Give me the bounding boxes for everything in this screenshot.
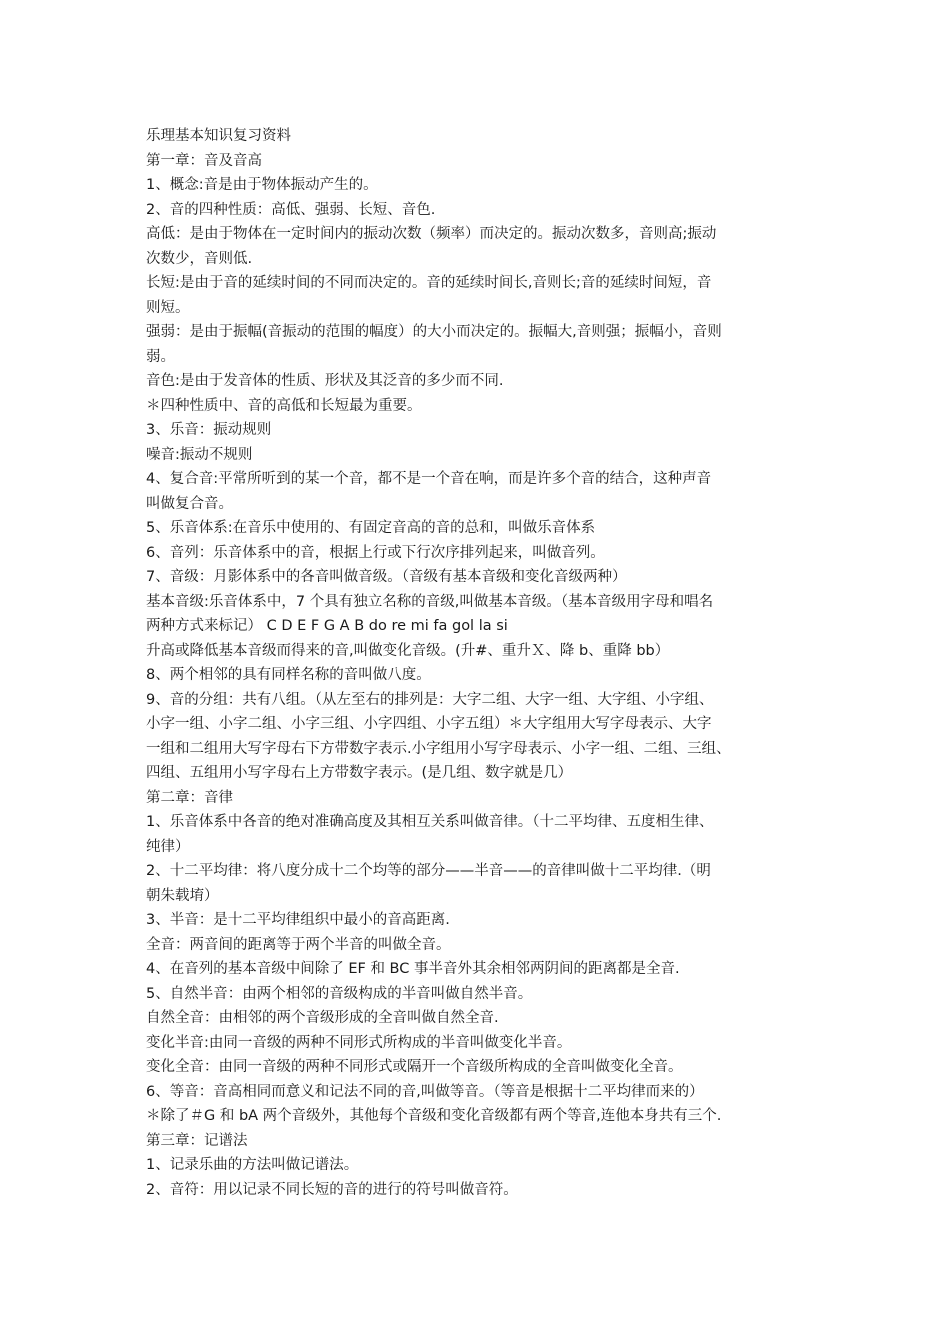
text-line: 2、音的四种性质：高低、强弱、长短、音色.	[146, 201, 436, 218]
text-line: 一组和二组用大写字母右下方带数字表示.小字组用小写字母表示、小字一组、二组、三组、	[146, 740, 731, 757]
text-line: 纯律）	[146, 838, 190, 855]
text-line: 朝朱载堉）	[146, 887, 219, 904]
text-line: 升高或降低基本音级而得来的音,叫做变化音级。(升#、重升Ｘ、降 b、重降 bb）	[146, 642, 670, 659]
text-line: 1、乐音体系中各音的绝对准确高度及其相互关系叫做音律。（十二平均律、五度相生律、	[146, 814, 714, 830]
text-line: 乐理基本知识复习资料	[146, 128, 291, 144]
text-line: 弱。	[146, 348, 175, 365]
text-line: 自然全音：由相邻的两个音级形成的全音叫做自然全音.	[146, 1010, 499, 1026]
text-line: 长短:是由于音的延续时间的不同而决定的。音的延续时间长,音则长;音的延续时间短，音	[146, 275, 712, 291]
text-line: 强弱：是由于振幅(音振动的范围的幅度）的大小而决定的。振幅大,音则强；振幅小，音则	[146, 324, 722, 340]
text-line: 2、十二平均律：将八度分成十二个均等的部分——半音——的音律叫做十二平均律.（明	[146, 863, 711, 879]
text-line: 则短。	[146, 299, 190, 316]
text-line: ＊除了＃G 和 bA 两个音级外，其他每个音级和变化音级都有两个等音,连他本身共有三个.	[146, 1108, 722, 1124]
text-line: 1、概念:音是由于物体振动产生的。	[146, 177, 378, 193]
text-line: 7、音级：月影体系中的各音叫做音级。（音级有基本音级和变化音级两种）	[146, 569, 627, 585]
text-line: 3、乐音：振动规则	[146, 422, 272, 438]
text-line: 变化半音:由同一音级的两种不同形式所构成的半音叫做变化半音。	[146, 1034, 572, 1051]
text-line: 高低：是由于物体在一定时间内的振动次数（频率）而决定的。振动次数多，音则高;振动	[146, 226, 717, 242]
text-line: 两种方式来标记） C D E F G A B do re mi fa gol la si	[146, 618, 508, 634]
text-line: 基本音级:乐音体系中，7 个具有独立名称的音级,叫做基本音级。（基本音级用字母和唱名	[146, 593, 714, 610]
text-line: 5、乐音体系:在音乐中使用的、有固定音高的音的总和，叫做乐音体系	[146, 520, 596, 536]
text-line: ＊四种性质中、音的高低和长短最为重要。	[146, 397, 422, 414]
text-line: 第一章：音及音高	[146, 152, 262, 169]
text-line: 4、在音列的基本音级中间除了 EF 和 BC 事半音外其余相邻两阴间的距离都是全音.	[146, 961, 680, 977]
text-line: 全音：两音间的距离等于两个半音的叫做全音。	[146, 936, 451, 953]
text-line: 噪音:振动不规则	[146, 446, 253, 463]
text-line: 2、音符：用以记录不同长短的音的进行的符号叫做音符。	[146, 1181, 518, 1198]
text-line: 5、自然半音：由两个相邻的音级构成的半音叫做自然半音。	[146, 985, 533, 1002]
text-line: 小字一组、小字二组、小字三组、小字四组、小字五组）＊大字组用大写字母表示、大字	[146, 716, 712, 732]
text-line: 9、音的分组：共有八组。（从左至右的排列是：大字二组、大字一组、大字组、小字组、	[146, 691, 714, 708]
text-line: 1、记录乐曲的方法叫做记谱法。	[146, 1157, 359, 1173]
document-body	[146, 124, 814, 1202]
text-line: 叫做复合音。	[146, 495, 233, 512]
text-line: 第三章：记谱法	[146, 1132, 248, 1149]
text-line: 3、半音：是十二平均律组织中最小的音高距离.	[146, 912, 450, 928]
text-line: 6、音列：乐音体系中的音，根据上行或下行次序排列起来，叫做音列。	[146, 544, 605, 561]
text-line: 音色:是由于发音体的性质、形状及其泛音的多少而不同.	[146, 373, 504, 389]
text-line: 次数少，音则低.	[146, 250, 253, 267]
text-line: 6、等音：音高相同而意义和记法不同的音,叫做等音。（等音是根据十二平均律而来的）	[146, 1083, 704, 1100]
text-line: 4、复合音:平常所听到的某一个音，都不是一个音在响，而是许多个音的结合，这种声音	[146, 471, 712, 487]
text-line: 第二章：音律	[146, 789, 233, 806]
text-line: 8、两个相邻的具有同样名称的音叫做八度。	[146, 667, 431, 683]
text-line: 四组、五组用小写字母右上方带数字表示。(是几组、数字就是几）	[146, 765, 573, 781]
text-line: 变化全音：由同一音级的两种不同形式或隔开一个音级所构成的全音叫做变化全音。	[146, 1059, 683, 1075]
